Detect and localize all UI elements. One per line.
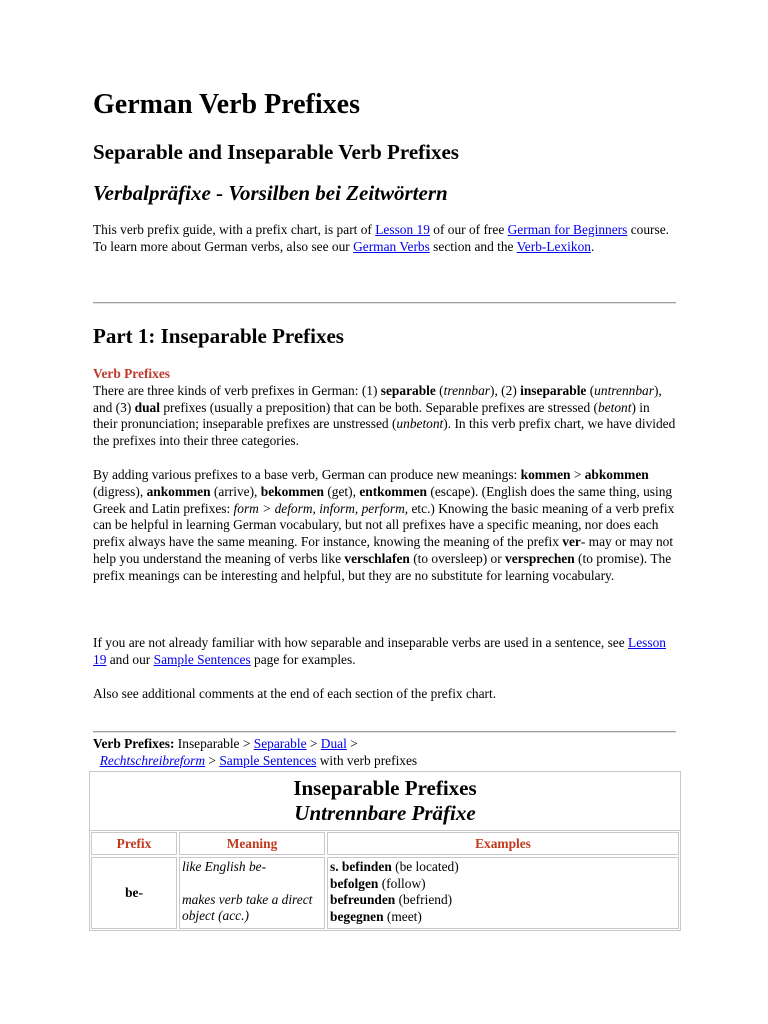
german-verbs-link[interactable]: German Verbs [353, 238, 430, 254]
comments-paragraph: Also see additional comments at the end of each section of the prefix chart. [93, 686, 497, 701]
nav-dual-link[interactable]: Dual [320, 736, 347, 751]
example-item: s. befinden (be located) [330, 859, 459, 874]
lesson-19-link-2[interactable]: Lesson 19 [93, 635, 666, 667]
prefix-nav-breadcrumb: Verb Prefixes: Inseparable > Separable > Dual > Rechtschreibreform > Sample Sentences with verb prefixes [93, 736, 418, 768]
verb-prefixes-paragraph: Verb Prefixes There are three kinds of verb prefixes in German: (1) separable (trennbar), (2) inseparable (untrennbar), and (3) dual prefixes (usually a preposition) that can be both. Separable prefixes are stressed (betont) in their pronunciation; inseparable prefixes are unstressed (unbetont). In this verb prefix chart, we have divided the prefixes into their three categories. [93, 366, 676, 449]
page-title: German Verb Prefixes [93, 89, 360, 120]
page-subtitle-german: Verbalpräfixe - Vorsilben bei Zeitwörtern [93, 181, 448, 205]
prefix-meanings-paragraph: By adding various prefixes to a base verb, German can produce new meanings: kommen > abkommen (digress), ankommen (arrive), bekommen (get), entkommen (escape). (English does the same thing, using Greek and Latin prefixes: form > deform, inform, perform, etc.) Knowing the basic meaning of a verb prefix can be helpful in learning German vocabulary, but not all prefixes have a specific meaning, nor does each prefix always have the same meaning. For instance, knowing the meaning of the prefix ver- may or may not help you understand the meaning of verbs like verschlafen (to oversleep) or versprechen (to promise). The prefix meanings can be interesting and helpful, but they are no substitute for learning vocabulary. [93, 467, 675, 583]
table-title-german: Untrennbare Präfixe [294, 801, 476, 825]
intro-paragraph: This verb prefix guide, with a prefix chart, is part of Lesson 19 of our of free German for Beginners course. To learn more about German verbs, also see our German Verbs section and the Verb-Lexikon. [93, 222, 670, 254]
table-row [90, 856, 680, 930]
header-meaning: Meaning [179, 832, 325, 855]
sample-sentences-link[interactable]: Sample Sentences [153, 651, 251, 667]
nav-rechtschreibreform-link[interactable]: Rechtschreibreform [99, 752, 206, 768]
example-item: befolgen (follow) [330, 875, 426, 891]
header-examples: Examples [327, 832, 679, 855]
usage-paragraph: If you are not already familiar with how separable and inseparable verbs are used in a sentence, see Lesson 19 and our Sample Sentences page for examples. [93, 635, 666, 667]
header-prefix: Prefix [91, 832, 177, 855]
inseparable-prefixes-table [89, 771, 681, 931]
prefix-cell: be- [91, 857, 177, 929]
divider-2 [93, 731, 676, 733]
verb-prefixes-label: Verb Prefixes [93, 366, 170, 381]
table-title: Inseparable Prefixes Untrennbare Präfixe [90, 772, 680, 831]
nav-separable-link[interactable]: Separable [253, 736, 307, 751]
examples-cell [327, 857, 679, 929]
divider [93, 302, 676, 304]
german-for-beginners-link[interactable]: German for Beginners [507, 222, 628, 237]
lesson-19-link[interactable]: Lesson 19 [375, 222, 430, 237]
example-item: befreunden (befriend) [330, 892, 453, 907]
table-header-row [90, 831, 680, 856]
nav-sample-sentences-link[interactable]: Sample Sentences [219, 752, 317, 768]
page-subtitle: Separable and Inseparable Verb Prefixes [93, 140, 459, 164]
part1-heading: Part 1: Inseparable Prefixes [93, 324, 344, 348]
nav-label: Verb Prefixes: [93, 736, 175, 751]
meaning-cell: like English be- makes verb take a direct object (acc.) [179, 857, 325, 929]
verb-lexikon-link[interactable]: Verb-Lexikon [516, 238, 591, 254]
example-item: begegnen (meet) [330, 908, 422, 924]
